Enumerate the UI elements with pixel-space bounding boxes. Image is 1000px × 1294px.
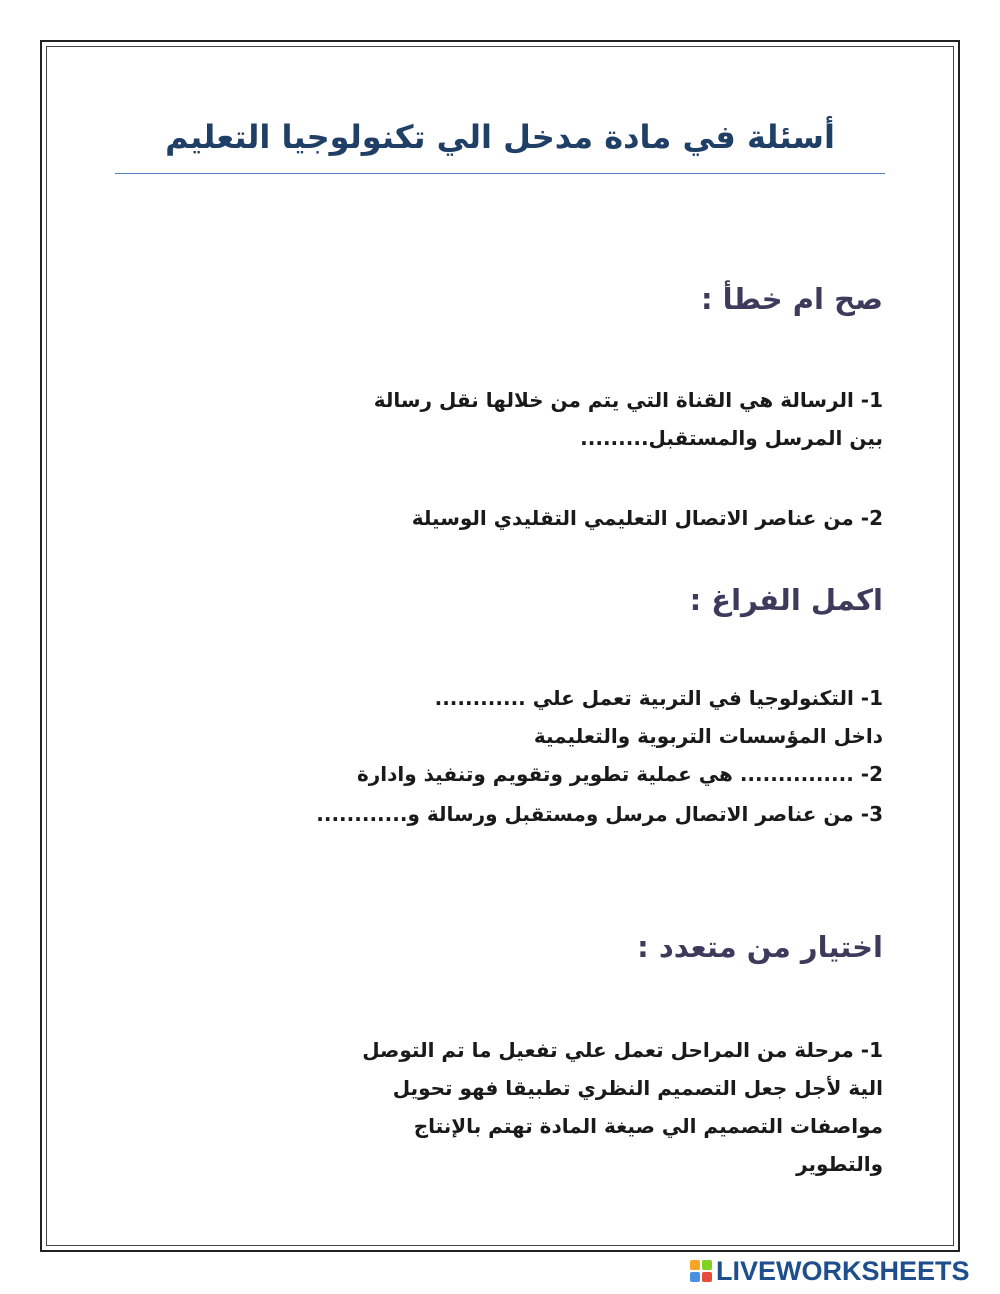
true-false-question-2: 2- من عناصر الاتصال التعليمي التقليدي الوسيلة [411, 506, 883, 530]
fill-blank-question-1: 1- التكنولوجيا في التربية تعمل علي ............ داخل المؤسسات التربوية والتعليمية [434, 686, 883, 748]
section-heading-fill-blank: اكمل الفراغ : [689, 583, 883, 617]
fill-blank-question-2: 2- ............... هي عملية تطوير وتقويم وتنفيذ وادارة [356, 762, 883, 786]
title-underline [115, 173, 885, 174]
true-false-question-1: 1- الرسالة هي القناة التي يتم من خلالها نقل رسالة بين المرسل والمستقبل......... [373, 388, 883, 450]
section-heading-multiple-choice: اختيار من متعدد : [637, 930, 883, 964]
fill-blank-question-3: 3- من عناصر الاتصال مرسل ومستقبل ورسالة و............ [316, 802, 883, 826]
section-heading-true-false: صح ام خطأ : [700, 282, 883, 316]
worksheet-title: أسئلة في مادة مدخل الي تكنولوجيا التعليم [165, 118, 835, 156]
liveworksheets-logo[interactable] [690, 1256, 970, 1286]
liveworksheets-logo-text: LIVEWORKSHEETS [716, 1255, 970, 1286]
liveworksheets-logo-icon [690, 1260, 712, 1282]
multiple-choice-question-1: 1- مرحلة من المراحل تعمل علي تفعيل ما تم التوصل الية لأجل جعل التصميم النظري تطبيقا فهو تحويل مواصفات التصميم الي صيغة المادة تهتم بالإنتاج والتطوير [362, 1038, 883, 1176]
